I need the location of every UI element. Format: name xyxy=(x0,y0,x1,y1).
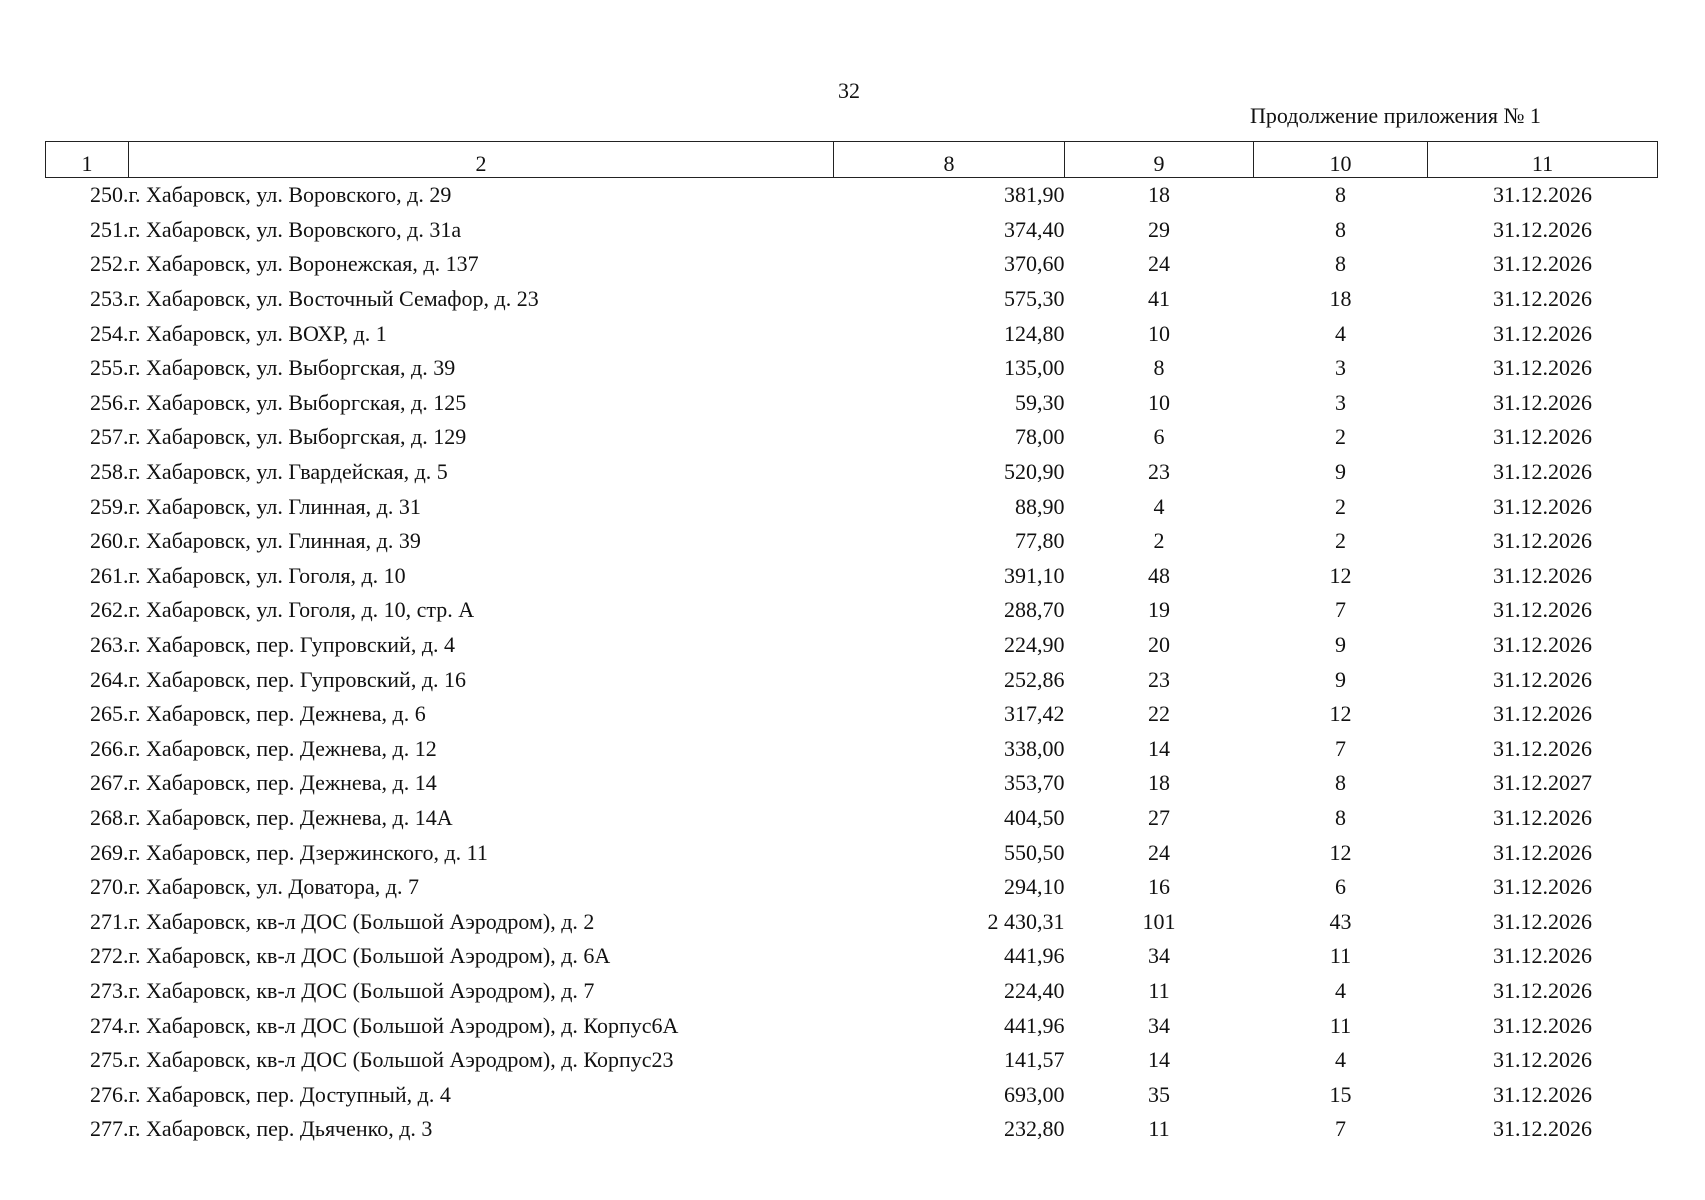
row-number: 271. xyxy=(90,908,129,934)
value-col-9: 35 xyxy=(1148,1081,1170,1107)
value-col-9: 18 xyxy=(1148,770,1170,796)
row-number: 256. xyxy=(90,389,129,415)
value-col-10: 8 xyxy=(1335,770,1346,796)
due-date: 31.12.2026 xyxy=(1493,735,1592,761)
value-col-10: 2 xyxy=(1335,528,1346,554)
value-col-9: 23 xyxy=(1148,666,1170,692)
table-row xyxy=(46,870,1658,905)
value-col-10: 9 xyxy=(1335,459,1346,485)
value-col-10: 4 xyxy=(1335,320,1346,346)
row-number: 264. xyxy=(90,666,129,692)
value-col-9: 34 xyxy=(1148,1012,1170,1038)
address: г. Хабаровск, пер. Дежнева, д. 12 xyxy=(128,735,437,761)
table-row xyxy=(46,420,1658,455)
value-col-10: 4 xyxy=(1335,1047,1346,1073)
area: 317,42 xyxy=(1004,701,1065,727)
row-number: 259. xyxy=(90,493,129,519)
header-col-8: 8 xyxy=(834,142,1065,178)
address: г. Хабаровск, ул. Доватора, д. 7 xyxy=(128,874,419,900)
due-date: 31.12.2026 xyxy=(1493,1081,1592,1107)
address: г. Хабаровск, ул. ВОХР, д. 1 xyxy=(128,320,387,346)
value-col-9: 8 xyxy=(1153,355,1165,381)
value-col-9: 34 xyxy=(1148,943,1170,969)
row-number: 251. xyxy=(90,216,129,242)
address: г. Хабаровск, ул. Восточный Семафор, д. 23 xyxy=(128,286,539,312)
area: 374,40 xyxy=(1004,216,1065,242)
area: 575,30 xyxy=(1004,286,1065,312)
area: 353,70 xyxy=(1004,770,1065,796)
table-row xyxy=(46,1077,1658,1112)
value-col-10: 8 xyxy=(1335,216,1346,242)
due-date: 31.12.2026 xyxy=(1493,389,1592,415)
value-col-9: 48 xyxy=(1148,562,1170,588)
appendix-continuation-note: Продолжение приложения № 1 xyxy=(1250,103,1541,128)
address: г. Хабаровск, ул. Выборгская, д. 39 xyxy=(128,355,456,381)
table-row xyxy=(46,247,1658,282)
value-col-10: 43 xyxy=(1329,908,1352,934)
due-date: 31.12.2026 xyxy=(1493,666,1592,692)
table-body xyxy=(46,178,1658,1147)
page-number: 32 xyxy=(838,78,860,103)
area: 381,90 xyxy=(1004,182,1065,208)
due-date: 31.12.2026 xyxy=(1493,701,1592,727)
housing-registry-table xyxy=(45,141,1658,1147)
value-col-10: 8 xyxy=(1335,804,1346,830)
value-col-9: 11 xyxy=(1148,1116,1170,1142)
row-number: 253. xyxy=(90,286,129,312)
due-date: 31.12.2026 xyxy=(1493,216,1592,242)
area: 550,50 xyxy=(1004,839,1065,865)
row-number: 274. xyxy=(90,1012,129,1038)
row-number: 258. xyxy=(90,459,129,485)
row-number: 273. xyxy=(90,977,129,1003)
table-row xyxy=(46,559,1658,594)
value-col-9: 24 xyxy=(1148,839,1170,865)
value-col-9: 16 xyxy=(1148,874,1170,900)
value-col-10: 2 xyxy=(1335,424,1346,450)
value-col-10: 11 xyxy=(1329,1012,1352,1038)
due-date: 31.12.2027 xyxy=(1493,770,1592,796)
due-date: 31.12.2026 xyxy=(1493,424,1592,450)
due-date: 31.12.2026 xyxy=(1493,320,1592,346)
table-row xyxy=(46,316,1658,351)
due-date: 31.12.2026 xyxy=(1493,355,1592,381)
address: г. Хабаровск, ул. Воровского, д. 31а xyxy=(128,216,462,242)
area: 252,86 xyxy=(1004,666,1065,692)
row-number: 269. xyxy=(90,839,129,865)
due-date: 31.12.2026 xyxy=(1493,459,1592,485)
due-date: 31.12.2026 xyxy=(1493,597,1592,623)
area: 78,00 xyxy=(1015,424,1065,450)
table-row xyxy=(46,386,1658,421)
due-date: 31.12.2026 xyxy=(1493,1012,1592,1038)
table-row xyxy=(46,697,1658,732)
value-col-9: 10 xyxy=(1148,389,1170,415)
value-col-10: 8 xyxy=(1335,251,1346,277)
value-col-10: 9 xyxy=(1335,632,1346,658)
value-col-10: 11 xyxy=(1329,943,1352,969)
address: г. Хабаровск, кв-л ДОС (Большой Аэродром), д. 7 xyxy=(128,977,595,1003)
value-col-9: 24 xyxy=(1148,251,1170,277)
table-row xyxy=(46,213,1658,248)
table-row xyxy=(46,766,1658,801)
value-col-10: 7 xyxy=(1335,735,1346,761)
value-col-9: 10 xyxy=(1148,320,1170,346)
address: г. Хабаровск, ул. Гвардейская, д. 5 xyxy=(128,459,448,485)
value-col-10: 9 xyxy=(1335,666,1346,692)
address: г. Хабаровск, ул. Гоголя, д. 10, стр. А xyxy=(128,597,475,623)
value-col-9: 6 xyxy=(1153,424,1165,450)
row-number: 277. xyxy=(90,1116,129,1142)
area: 404,50 xyxy=(1004,804,1065,830)
address: г. Хабаровск, пер. Дежнева, д. 6 xyxy=(128,701,426,727)
area: 391,10 xyxy=(1004,562,1065,588)
area: 288,70 xyxy=(1004,597,1065,623)
area: 441,96 xyxy=(1004,1012,1065,1038)
table-row xyxy=(46,1112,1658,1147)
value-col-10: 3 xyxy=(1335,389,1346,415)
value-col-9: 4 xyxy=(1153,493,1165,519)
area: 141,57 xyxy=(1004,1047,1065,1073)
table-row xyxy=(46,593,1658,628)
value-col-9: 27 xyxy=(1148,804,1170,830)
row-number: 263. xyxy=(90,632,129,658)
area: 370,60 xyxy=(1004,251,1065,277)
row-number: 267. xyxy=(90,770,129,796)
value-col-10: 8 xyxy=(1335,182,1346,208)
area: 441,96 xyxy=(1004,943,1065,969)
table-row xyxy=(46,1008,1658,1043)
area: 224,90 xyxy=(1004,632,1065,658)
row-number: 270. xyxy=(90,874,129,900)
row-number: 275. xyxy=(90,1047,129,1073)
address: г. Хабаровск, кв-л ДОС (Большой Аэродром), д. 2 xyxy=(128,908,595,934)
table-row xyxy=(46,1043,1658,1078)
row-number: 265. xyxy=(90,701,129,727)
value-col-9: 23 xyxy=(1148,459,1170,485)
area: 88,90 xyxy=(1015,493,1065,519)
table-row xyxy=(46,939,1658,974)
area: 232,80 xyxy=(1004,1116,1065,1142)
table-row xyxy=(46,282,1658,317)
table-row xyxy=(46,628,1658,663)
address: г. Хабаровск, пер. Гупровский, д. 16 xyxy=(128,666,467,692)
row-number: 276. xyxy=(90,1081,129,1107)
table-row xyxy=(46,662,1658,697)
table-header-row xyxy=(46,142,1658,178)
table-row xyxy=(46,835,1658,870)
value-col-9: 18 xyxy=(1148,182,1170,208)
address: г. Хабаровск, пер. Доступный, д. 4 xyxy=(128,1081,451,1107)
address: г. Хабаровск, пер. Дежнева, д. 14А xyxy=(128,804,453,830)
area: 294,10 xyxy=(1004,874,1065,900)
table-row xyxy=(46,904,1658,939)
value-col-10: 2 xyxy=(1335,493,1346,519)
due-date: 31.12.2026 xyxy=(1493,182,1592,208)
value-col-9: 22 xyxy=(1148,701,1170,727)
row-number: 268. xyxy=(90,804,129,830)
address: г. Хабаровск, кв-л ДОС (Большой Аэродром), д. Корпус6А xyxy=(128,1012,679,1038)
address: г. Хабаровск, ул. Воровского, д. 29 xyxy=(128,182,452,208)
due-date: 31.12.2026 xyxy=(1493,804,1592,830)
address: г. Хабаровск, пер. Дежнева, д. 14 xyxy=(128,770,437,796)
area: 124,80 xyxy=(1004,320,1065,346)
row-number: 250. xyxy=(90,182,129,208)
value-col-9: 14 xyxy=(1148,735,1170,761)
due-date: 31.12.2026 xyxy=(1493,1116,1592,1142)
area: 135,00 xyxy=(1004,355,1065,381)
due-date: 31.12.2026 xyxy=(1493,528,1592,554)
area: 224,40 xyxy=(1004,977,1065,1003)
value-col-9: 101 xyxy=(1142,908,1176,934)
due-date: 31.12.2026 xyxy=(1493,908,1592,934)
area: 520,90 xyxy=(1004,459,1065,485)
address: г. Хабаровск, ул. Глинная, д. 39 xyxy=(128,528,421,554)
value-col-10: 18 xyxy=(1329,286,1352,312)
row-number: 260. xyxy=(90,528,129,554)
area: 59,30 xyxy=(1015,389,1065,415)
value-col-9: 2 xyxy=(1153,528,1165,554)
value-col-9: 20 xyxy=(1148,632,1170,658)
address: г. Хабаровск, кв-л ДОС (Большой Аэродром), д. 6А xyxy=(128,943,611,969)
row-number: 257. xyxy=(90,424,129,450)
table-row xyxy=(46,351,1658,386)
area: 693,00 xyxy=(1004,1081,1065,1107)
table-row xyxy=(46,801,1658,836)
value-col-9: 41 xyxy=(1148,286,1170,312)
area: 338,00 xyxy=(1004,735,1065,761)
due-date: 31.12.2026 xyxy=(1493,977,1592,1003)
header-col-1: 1 xyxy=(46,142,129,178)
value-col-10: 7 xyxy=(1335,597,1346,623)
address: г. Хабаровск, пер. Гупровский, д. 4 xyxy=(128,632,456,658)
due-date: 31.12.2026 xyxy=(1493,493,1592,519)
row-number: 255. xyxy=(90,355,129,381)
value-col-10: 15 xyxy=(1329,1081,1352,1107)
value-col-9: 29 xyxy=(1148,216,1170,242)
header-col-2: 2 xyxy=(129,142,834,178)
value-col-10: 7 xyxy=(1335,1116,1346,1142)
row-number: 261. xyxy=(90,562,129,588)
due-date: 31.12.2026 xyxy=(1493,1047,1592,1073)
address: г. Хабаровск, ул. Выборгская, д. 129 xyxy=(128,424,467,450)
address: г. Хабаровск, пер. Дзержинского, д. 11 xyxy=(128,839,488,865)
due-date: 31.12.2026 xyxy=(1493,874,1592,900)
header-col-11: 11 xyxy=(1428,142,1658,178)
address: г. Хабаровск, ул. Глинная, д. 31 xyxy=(128,493,421,519)
header-col-9: 9 xyxy=(1065,142,1254,178)
row-number: 262. xyxy=(90,597,129,623)
due-date: 31.12.2026 xyxy=(1493,562,1592,588)
header-col-10: 10 xyxy=(1254,142,1428,178)
value-col-10: 12 xyxy=(1329,701,1352,727)
value-col-10: 12 xyxy=(1329,839,1352,865)
due-date: 31.12.2026 xyxy=(1493,632,1592,658)
table-row xyxy=(46,732,1658,767)
table-row xyxy=(46,455,1658,490)
value-col-10: 6 xyxy=(1335,874,1346,900)
address: г. Хабаровск, ул. Гоголя, д. 10 xyxy=(128,562,406,588)
table-row xyxy=(46,178,1658,213)
area: 77,80 xyxy=(1015,528,1065,554)
value-col-10: 3 xyxy=(1335,355,1346,381)
table-row xyxy=(46,524,1658,559)
value-col-10: 12 xyxy=(1329,562,1352,588)
address: г. Хабаровск, ул. Воронежская, д. 137 xyxy=(128,251,479,277)
area: 2 430,31 xyxy=(987,908,1065,934)
due-date: 31.12.2026 xyxy=(1493,286,1592,312)
address: г. Хабаровск, пер. Дьяченко, д. 3 xyxy=(128,1116,433,1142)
row-number: 252. xyxy=(90,251,129,277)
value-col-9: 11 xyxy=(1148,977,1170,1003)
table-row xyxy=(46,489,1658,524)
address: г. Хабаровск, кв-л ДОС (Большой Аэродром), д. Корпус23 xyxy=(128,1047,674,1073)
due-date: 31.12.2026 xyxy=(1493,943,1592,969)
value-col-9: 14 xyxy=(1148,1047,1170,1073)
address: г. Хабаровск, ул. Выборгская, д. 125 xyxy=(128,389,467,415)
row-number: 266. xyxy=(90,735,129,761)
row-number: 272. xyxy=(90,943,129,969)
row-number: 254. xyxy=(90,320,129,346)
table-row xyxy=(46,974,1658,1009)
due-date: 31.12.2026 xyxy=(1493,839,1592,865)
value-col-10: 4 xyxy=(1335,977,1346,1003)
value-col-9: 19 xyxy=(1148,597,1170,623)
due-date: 31.12.2026 xyxy=(1493,251,1592,277)
